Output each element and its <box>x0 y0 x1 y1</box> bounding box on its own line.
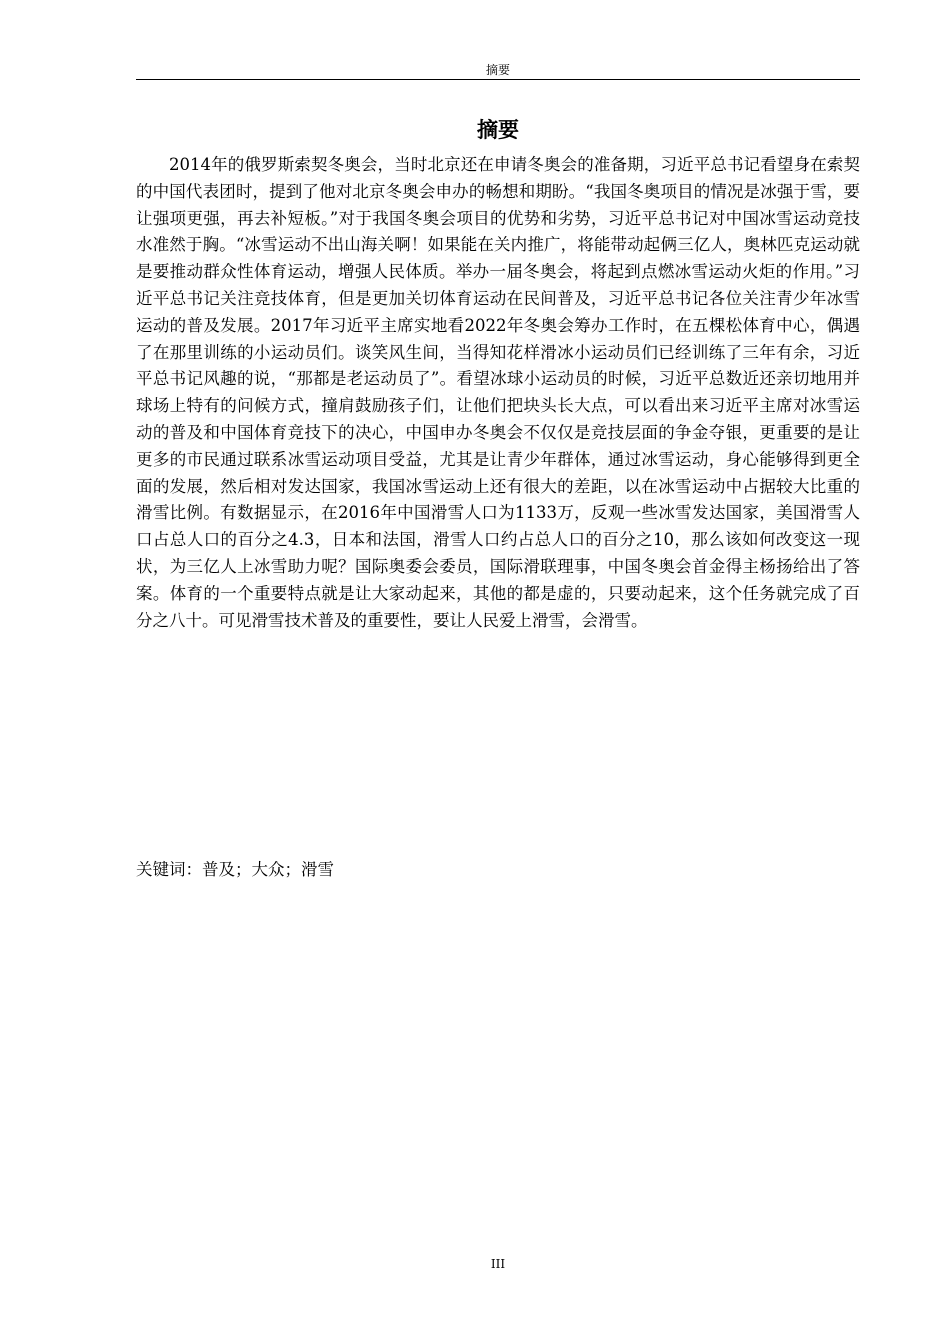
header-divider <box>136 79 860 80</box>
page-number: III <box>490 1257 506 1271</box>
abstract-body: 2014年的俄罗斯索契冬奥会，当时北京还在申请冬奥会的准备期，习近平总书记看望身在索契的中国代表团时，提到了他对北京冬奥会申办的畅想和期盼。“我国冬奥项目的情况是冰强于雪，要让强项更强，再去补短板。”对于我国冬奥会项目的优势和劣势，习近平总书记对中国冰雪运动竞技水准然于胸。“冰雪运动不出山海关啊！如果能在关内推广，将能带动起俩三亿人，奥林匹克运动就是要推动群众性体育运动，增强人民体质。举办一届冬奥会，将起到点燃冰雪运动火炬的作用。”习近平总书记关注竞技体育，但是更加关切体育运动在民间普及，习近平总书记各位关注青少年冰雪运动的普及发展。2017年习近平主席实地看2022年冬奥会筹办工作时，在五棵松体育中心，偶遇了在那里训练的小运动员们。谈笑风生间，当得知花样滑冰小运动员们已经训练了三年有余，习近平总书记风趣的说，“那都是老运动员了”。看望冰球小运动员的时候，习近平总数近还亲切地用并球场上特有的问候方式，撞肩鼓励孩子们，让他们把块头长大点，可以看出来习近平主席对冰雪运动的普及和中国体育竞技下的决心，中国申办冬奥会不仅仅是竞技层面的争金夺银，更重要的是让更多的市民通过联系冰雪运动项目受益，尤其是让青少年群体，通过冰雪运动，身心能够得到更全面的发展，然后相对发达国家，我国冰雪运动上还有很大的差距，以在冰雪运动中占据较大比重的滑雪比例。有数据显示，在2016年中国滑雪人口为1133万，反观一些冰雪发达国家，美国滑雪人口占总人口的百分之4.3，日本和法国，滑雪人口约占总人口的百分之10，那么该如何改变这一现状，为三亿人上冰雪助力呢？国际奥委会委员，国际滑联理事，中国冬奥会首金得主杨扬给出了答案。体育的一个重要特点就是让大家动起来，其他的都是虚的，只要动起来，这个任务就完成了百分之八十。可见滑雪技术普及的重要性，要让人民爱上滑雪，会滑雪。 <box>136 155 860 630</box>
abstract-title: 摘要 <box>477 118 519 142</box>
running-header: 摘要 <box>485 63 510 77</box>
keywords-line: 关键词：普及；大众；滑雪 <box>136 860 334 879</box>
